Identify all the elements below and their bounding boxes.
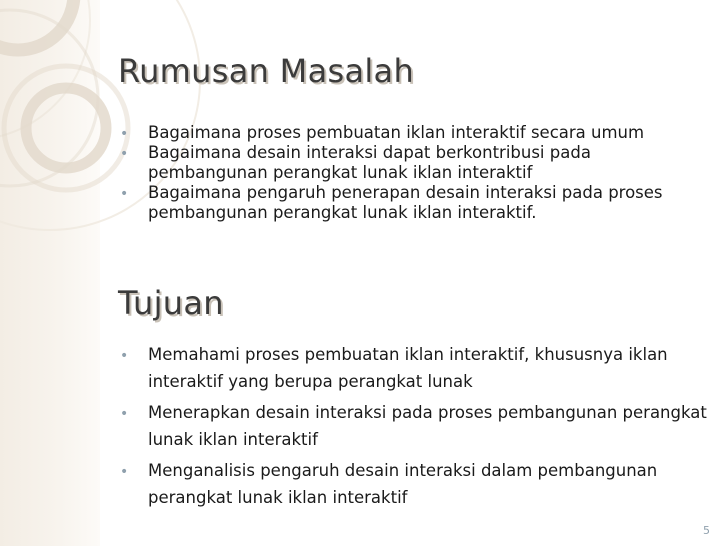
bullet-icon: • (120, 146, 129, 162)
list-item-text: Memahami proses pembuatan iklan interaktif, khususnya iklan interaktif yang berupa perangkat lunak (148, 345, 668, 391)
bullet-icon: • (120, 186, 129, 202)
list-item (116, 143, 706, 183)
list-item (116, 341, 711, 395)
problem-statement-list (116, 123, 706, 223)
list-item-text: Menganalisis pengaruh desain interaksi dalam pembangunan perangkat lunak iklan interaktif (148, 461, 658, 507)
list-item (116, 183, 706, 223)
list-item (116, 457, 711, 511)
section-title-rumusan-masalah: Rumusan Masalah (118, 52, 415, 90)
list-item (116, 399, 711, 453)
list-item-text: Bagaimana proses pembuatan iklan interaktif secara umum (148, 123, 645, 142)
objectives-list (116, 341, 711, 515)
list-item (116, 123, 706, 143)
section-title-tujuan: Tujuan (118, 284, 224, 322)
list-item-text: Bagaimana desain interaksi dapat berkontribusi pada pembangunan perangkat lunak iklan interaktif (148, 143, 591, 182)
bullet-icon: • (120, 406, 129, 422)
bullet-icon: • (120, 464, 129, 480)
list-item-text: Menerapkan desain interaksi pada proses pembangunan perangkat lunak iklan interaktif (148, 403, 707, 449)
bullet-icon: • (120, 126, 129, 142)
bullet-icon: • (120, 348, 129, 364)
list-item-text: Bagaimana pengaruh penerapan desain interaksi pada proses pembangunan perangkat lunak iklan interaktif. (148, 183, 663, 222)
page-number: 5 (703, 524, 710, 537)
